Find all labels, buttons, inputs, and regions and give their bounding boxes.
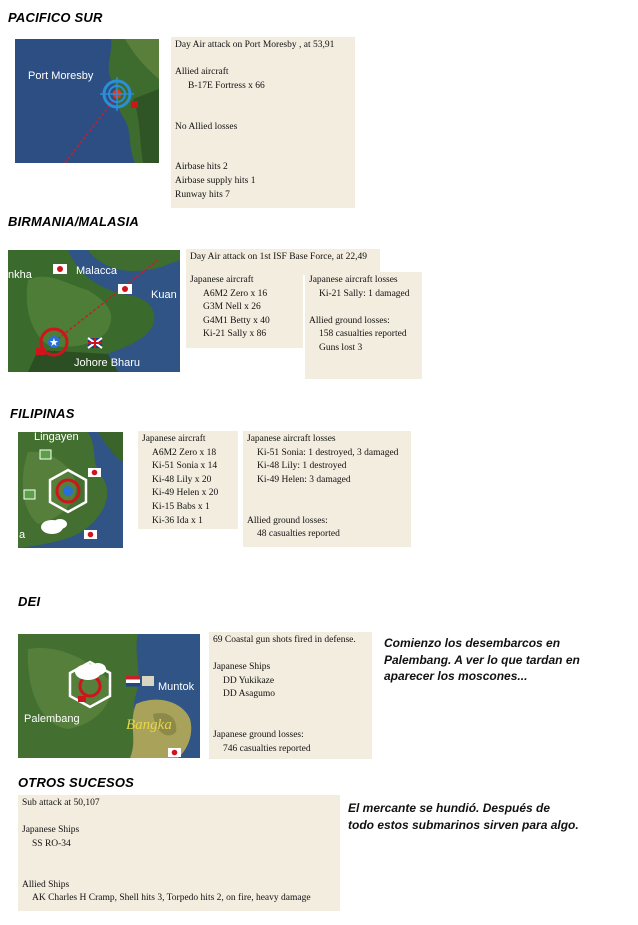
report-line <box>213 702 368 716</box>
report-line: Japanese aircraft losses <box>309 275 398 285</box>
comment-line: Palembang. A ver lo que tardan en <box>384 652 580 667</box>
map-label: Palembang <box>24 713 80 725</box>
british-flag-icon <box>88 338 102 348</box>
report-line <box>175 148 351 162</box>
report-line: G4M1 Betty x 40 <box>203 315 270 326</box>
report-line <box>213 648 368 662</box>
map-label: a <box>19 529 26 541</box>
report-line <box>175 93 351 107</box>
map-label-port-moresby: Port Moresby <box>28 70 94 82</box>
comment-line: aparecer los moscones... <box>384 669 528 683</box>
report-line: Allied aircraft <box>175 67 229 78</box>
report-line: DD Yukikaze <box>223 675 275 686</box>
airfield-icon[interactable] <box>24 490 35 499</box>
report-otros <box>18 795 340 911</box>
report-line: Ki-48 Lily x 20 <box>152 474 212 485</box>
report-line: Ki-15 Babs x 1 <box>152 501 210 512</box>
report-line <box>213 716 368 730</box>
unit-marker-icon[interactable] <box>36 348 45 355</box>
report-line: Airbase hits 2 <box>175 162 228 173</box>
report-line: AK Charles H Cramp, Shell hits 3, Torpedo hits 2, on fire, heavy damage <box>32 893 311 904</box>
japanese-flag-icon <box>88 468 101 477</box>
report-line <box>175 134 351 148</box>
report-losses-filipinas <box>243 431 411 547</box>
map-palembang[interactable] <box>18 634 200 758</box>
report-line: Allied Ships <box>22 879 70 890</box>
report-line: Japanese Ships <box>213 662 271 673</box>
report-line: A6M2 Zero x 16 <box>203 288 268 299</box>
report-line: Airbase supply hits 1 <box>175 175 256 186</box>
report-line: Ki-36 Ida x 1 <box>152 515 203 526</box>
map-label: Lingayen <box>34 432 79 443</box>
report-line <box>247 501 407 515</box>
map-label: Muntok <box>158 681 195 693</box>
report-line: Ki-21 Sally x 86 <box>203 329 267 340</box>
unit-marker-icon[interactable] <box>131 101 138 108</box>
section-title-filipinas: FILIPINAS <box>10 406 75 421</box>
report-line: No Allied losses <box>175 121 238 132</box>
report-line <box>22 865 336 879</box>
map-malaya[interactable] <box>8 250 180 372</box>
report-line: Ki-51 Sonia: 1 destroyed, 3 damaged <box>257 447 399 458</box>
report-line <box>22 811 336 825</box>
report-line: 746 casualties reported <box>223 743 311 754</box>
report-aircraft-filipinas <box>138 431 238 529</box>
report-line <box>247 487 407 501</box>
comment-line: Comienzo los desembarcos en <box>384 636 561 650</box>
report-line: Guns lost 3 <box>319 342 363 353</box>
report-line: Ki-21 Sally: 1 damaged <box>319 288 410 299</box>
report-line: Allied ground losses: <box>247 515 328 526</box>
map-label: Malacca <box>76 265 117 277</box>
report-line: Japanese aircraft losses <box>247 434 336 444</box>
dutch-flag-icon <box>126 676 140 687</box>
svg-text:★: ★ <box>49 336 59 349</box>
japanese-flag-icon <box>53 264 67 274</box>
report-line <box>309 301 418 315</box>
port-icon[interactable] <box>142 676 154 686</box>
report-line: Japanese Ships <box>22 825 80 836</box>
comment-line: El mercante se hundió. Después de <box>348 801 551 815</box>
report-line <box>175 107 351 121</box>
report-line: Day Air attack on 1st ISF Base Force, at 22,49 <box>190 252 368 262</box>
report-line: Japanese ground losses: <box>213 730 304 741</box>
map-label: Bangka <box>126 717 172 733</box>
report-line: A6M2 Zero x 18 <box>152 447 217 458</box>
report-line: DD Asagumo <box>223 689 275 700</box>
map-label: Kuan <box>151 289 177 301</box>
japanese-flag-icon <box>84 530 97 539</box>
report-line: Ki-49 Helen x 20 <box>152 488 219 499</box>
comment-otros <box>348 800 579 833</box>
japanese-flag-icon <box>118 284 132 294</box>
section-title-otros: OTROS SUCESOS <box>18 775 135 790</box>
report-pacifico <box>171 37 355 208</box>
report-line: Japanese aircraft <box>190 275 254 285</box>
comment-dei <box>384 635 580 685</box>
report-line: Ki-49 Helen: 3 damaged <box>257 474 351 485</box>
report-line: Sub attack at 50,107 <box>22 798 100 808</box>
report-line: B-17E Fortress x 66 <box>188 80 265 91</box>
report-line: G3M Nell x 26 <box>203 302 261 313</box>
map-port-moresby[interactable] <box>15 39 159 163</box>
unit-marker-icon[interactable] <box>78 696 86 702</box>
report-line: SS RO-34 <box>32 838 71 849</box>
map-label: nkha <box>8 269 32 281</box>
report-losses-birmania <box>305 272 422 379</box>
report-line: 69 Coastal gun shots fired in defense. <box>213 635 356 645</box>
report-aircraft-birmania <box>186 272 303 348</box>
japanese-flag-icon <box>168 748 181 757</box>
report-line: Day Air attack on Port Moresby , at 53,91 <box>175 40 335 50</box>
map-label: Johore Bharu <box>74 357 141 369</box>
report-line: Ki-51 Sonia x 14 <box>152 461 218 472</box>
report-line: 48 casualties reported <box>257 529 340 540</box>
section-title-dei: DEI <box>18 594 41 609</box>
section-title-pacifico: PACIFICO SUR <box>8 10 103 25</box>
report-line <box>22 851 336 865</box>
report-line <box>175 53 351 67</box>
airfield-icon[interactable] <box>40 450 51 459</box>
report-dei <box>209 632 372 759</box>
section-title-birmania: BIRMANIA/MALASIA <box>8 214 140 229</box>
report-line: Runway hits 7 <box>175 189 230 200</box>
comment-line: todo estos submarinos sirven para algo. <box>348 817 579 832</box>
report-line: Japanese aircraft <box>142 434 206 444</box>
report-line: Allied ground losses: <box>309 315 390 326</box>
map-luzon[interactable] <box>18 432 123 548</box>
report-line: Ki-48 Lily: 1 destroyed <box>257 461 347 472</box>
report-line: 158 casualties reported <box>319 329 407 340</box>
